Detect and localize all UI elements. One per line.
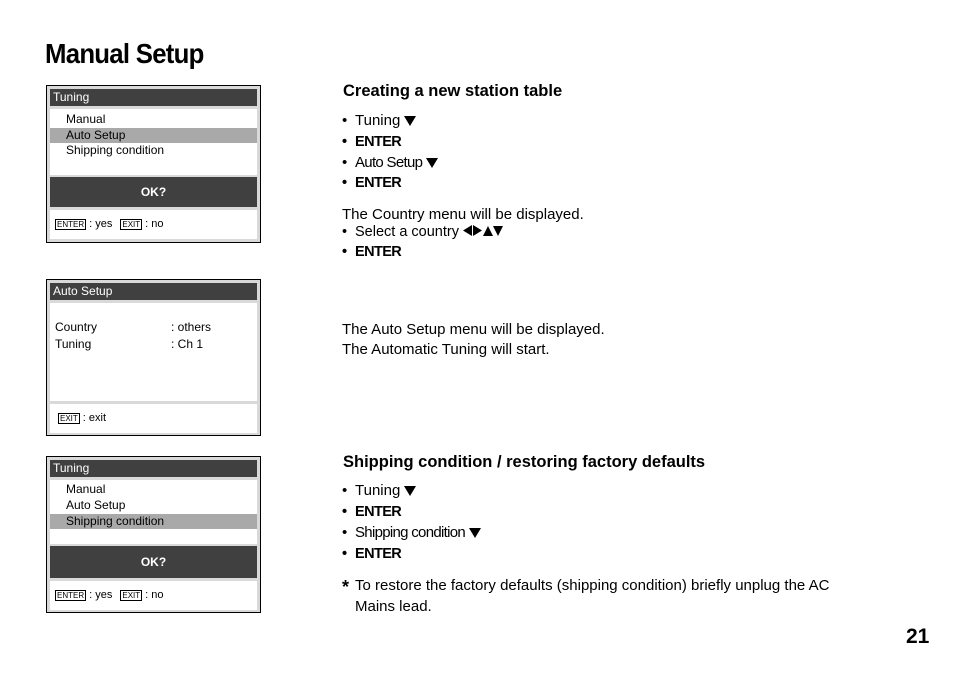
step-select-country: [342, 224, 503, 240]
screen-footer: [50, 210, 257, 239]
menu-item-manual: Manual: [66, 112, 106, 126]
enter-key-icon: ENTER: [57, 591, 85, 600]
bullet: •: [342, 482, 348, 499]
menu-item-manual: Manual: [66, 482, 106, 496]
menu-item-shipping-condition: Shipping condition: [50, 514, 257, 529]
step-shipping-condition: [342, 524, 481, 541]
ok-prompt: OK?: [50, 177, 257, 207]
menu-item-auto-setup: Auto Setup: [50, 128, 257, 143]
bullet: •: [342, 546, 347, 562]
step-label: Shipping condition: [355, 524, 465, 541]
bullet: •: [342, 134, 347, 150]
country-value: : others: [171, 320, 212, 334]
step-label: ENTER: [355, 546, 402, 562]
step-tuning: [342, 482, 416, 499]
step-enter: [342, 175, 401, 191]
section-heading-shipping-condition: Shipping condition / restoring factory defaults: [343, 453, 706, 471]
menu-item-auto-setup: Auto Setup: [66, 498, 126, 512]
menu-panel: [50, 480, 257, 544]
shipping-condition-screen: [46, 456, 261, 613]
bullet: •: [342, 244, 347, 260]
step-label: Select a country: [355, 224, 459, 240]
factory-defaults-note: [342, 575, 862, 617]
step-label: ENTER: [355, 504, 402, 520]
direction-arrows-icon: [463, 225, 503, 236]
step-label: ENTER: [355, 134, 402, 150]
menu-panel: [50, 109, 257, 175]
ok-prompt: OK?: [50, 546, 257, 578]
down-arrow-icon: [404, 116, 416, 126]
step-label: ENTER: [355, 244, 402, 260]
auto-setup-screen: [46, 279, 261, 436]
page-title: Manual Setup: [45, 38, 204, 69]
country-label: Country: [55, 320, 98, 334]
down-arrow-icon: [426, 158, 438, 168]
bullet: •: [342, 112, 348, 129]
down-arrow-icon: [469, 528, 481, 538]
screen-title: Auto Setup: [50, 283, 257, 300]
menu-item-shipping-condition: Shipping condition: [66, 143, 165, 157]
screen-footer: [50, 404, 257, 433]
exit-key-icon: EXIT: [122, 591, 141, 600]
step-label: Tuning: [355, 112, 401, 129]
no-label: : no: [145, 218, 164, 230]
exit-label: : exit: [82, 412, 107, 424]
note-text: To restore the factory defaults (shipping condition) briefly unplug the AC Mains lead.: [355, 577, 830, 615]
info-panel: [50, 303, 257, 401]
bullet: •: [342, 175, 347, 191]
yes-label: : yes: [89, 589, 113, 601]
step-label: Tuning: [355, 482, 401, 499]
tuning-menu-screen: [46, 85, 261, 243]
exit-key-icon: EXIT: [122, 220, 141, 229]
screen-footer: [50, 581, 257, 610]
page-number: 21: [906, 625, 930, 648]
screen-title: Tuning: [50, 460, 257, 477]
step-auto-setup: [342, 154, 438, 171]
step-enter: [342, 244, 401, 260]
step-enter: [342, 134, 401, 150]
no-label: : no: [145, 589, 164, 601]
auto-setup-menu-message: The Auto Setup menu will be displayed.: [342, 321, 605, 338]
enter-key-icon: ENTER: [57, 220, 85, 229]
bullet: •: [342, 154, 347, 171]
tuning-label: Tuning: [55, 337, 92, 351]
step-enter: [342, 504, 401, 520]
bullet: •: [342, 504, 347, 520]
step-label: Auto Setup: [355, 154, 423, 171]
bullet: •: [342, 224, 348, 240]
tuning-value: : Ch 1: [171, 337, 204, 351]
yes-label: : yes: [89, 218, 113, 230]
exit-key-icon: EXIT: [60, 414, 78, 423]
step-label: ENTER: [355, 175, 402, 191]
country-menu-message: The Country menu will be displayed.: [342, 206, 584, 223]
section-heading-new-station-table: Creating a new station table: [343, 82, 563, 100]
step-tuning: [342, 112, 416, 129]
screen-title: Tuning: [50, 89, 257, 106]
step-enter: [342, 546, 401, 562]
note-asterisk: *: [342, 577, 350, 597]
automatic-tuning-message: The Automatic Tuning will start.: [342, 341, 550, 358]
bullet: •: [342, 524, 347, 541]
down-arrow-icon: [404, 486, 416, 496]
